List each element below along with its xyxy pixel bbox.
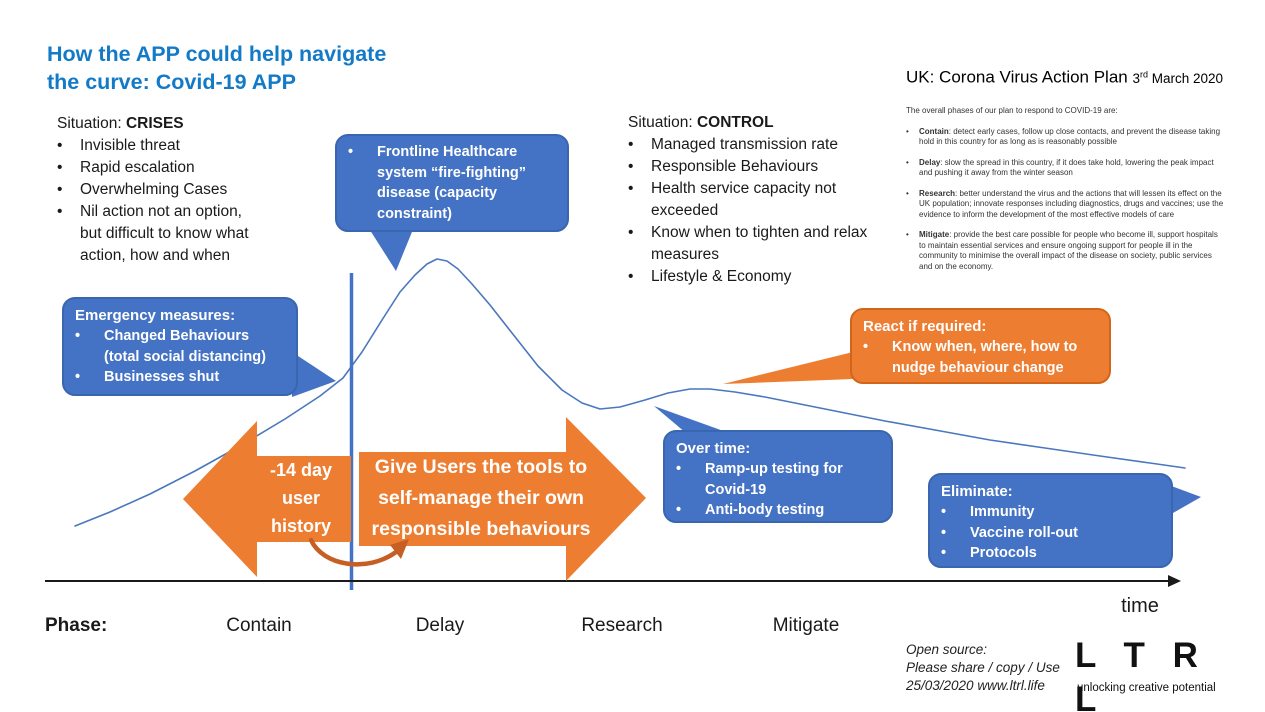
overtime-callout — [663, 430, 893, 523]
phase-row-label: Phase: — [45, 615, 108, 636]
overtime-callout-title: Over time: — [676, 440, 751, 457]
history-arrow-label: -14 day user history — [269, 460, 333, 536]
eliminate-callout-bullet: • Protocols — [941, 543, 1160, 564]
control-bullet: • Responsible Behaviours — [628, 156, 878, 178]
crises-bullet: • Overwhelming Cases — [57, 179, 257, 201]
page-title-line2: the curve: Covid-19 APP — [47, 70, 296, 94]
control-keyword: CONTROL — [696, 114, 774, 131]
situation-label: Situation: — [57, 115, 126, 132]
action-plan-heading: UK: Corona Virus Action Plan 3rd March 2020 — [906, 67, 1224, 87]
open-source-line1: Open source: — [906, 642, 988, 657]
ltrl-tagline: unlocking creative potential — [1077, 682, 1216, 694]
time-axis-arrowhead — [1168, 575, 1181, 587]
crises-keyword: CRISES — [125, 115, 184, 132]
control-bullet: • Know when to tighten and relax measures — [628, 222, 878, 266]
bullet-dot-icon — [863, 337, 892, 378]
control-bullet: • Managed transmission rate — [628, 134, 878, 156]
bullet-dot-icon — [57, 201, 80, 267]
emergency-callout-bullet: • Businesses shut — [75, 367, 285, 388]
bullet-dot-icon — [941, 523, 970, 544]
page-title — [47, 40, 467, 96]
crises-bullet: • Rapid escalation — [57, 157, 257, 179]
emergency-callout-bullet: • Changed Behaviours (total social distancing) — [75, 326, 285, 367]
action-plan-item: • Delay: slow the spread in this country, if it does take hold, lowering the peak impact and pushing it away from the winter season — [906, 158, 1226, 179]
bullet-dot-icon — [628, 266, 651, 288]
control-bullet: • Health service capacity not exceeded — [628, 178, 878, 222]
action-plan-item: • Mitigate: provide the best care possible for people who become ill, support hospitals to maintain essential services and ensure ongoing support for people ill in the community to minimise the overall impact of the disease on society, public services and on the economy. — [906, 230, 1226, 272]
overtime-callout-bullet: • Anti-body testing — [676, 500, 880, 521]
bullet-dot-icon — [628, 178, 651, 222]
time-axis-label: time — [1121, 595, 1159, 617]
action-plan-item: • Research: better understand the virus and the actions that will lessen its effect on the UK population; innovate responses including diagnostics, drugs and vaccines; use the evidence to inform the development of the most effective models of care — [906, 189, 1226, 221]
frontline-callout-tail — [368, 227, 414, 271]
eliminate-callout-bullet: • Vaccine roll-out — [941, 523, 1160, 544]
eliminate-callout-bullet: • Immunity — [941, 502, 1160, 523]
react-callout-title: React if required: — [863, 318, 987, 335]
bullet-dot-icon — [906, 158, 919, 179]
situation-crises-heading — [57, 113, 257, 135]
action-plan-list — [906, 127, 1226, 273]
bullet-dot-icon — [348, 142, 377, 224]
bullet-dot-icon — [57, 179, 80, 201]
frontline-callout-bullet: • Frontline Healthcare system “fire-fighting” disease (capacity constraint) — [348, 142, 556, 224]
situation-control-heading — [628, 112, 878, 134]
phase-label-research: Research — [581, 615, 663, 636]
control-bullet: • Lifestyle & Economy — [628, 266, 878, 288]
react-callout-tail — [723, 352, 853, 384]
page-title-line1: How the APP could help navigate — [47, 42, 387, 66]
tools-arrow-label: Give Users the tools to self-manage their own responsible behaviours — [371, 456, 591, 540]
bullet-dot-icon — [676, 500, 705, 521]
bullet-dot-icon — [941, 543, 970, 564]
overtime-callout-bullet: • Ramp-up testing for Covid-19 — [676, 459, 880, 500]
emergency-callout-title: Emergency measures: — [75, 307, 236, 324]
react-callout — [850, 308, 1111, 384]
bullet-dot-icon — [57, 157, 80, 179]
bullet-dot-icon — [628, 156, 651, 178]
bullet-dot-icon — [906, 189, 919, 221]
emergency-callout-tail — [292, 352, 336, 397]
bullet-dot-icon — [57, 135, 80, 157]
bullet-dot-icon — [75, 326, 104, 367]
bullet-dot-icon — [941, 502, 970, 523]
situation-crises-section — [57, 113, 257, 267]
open-source-note — [906, 641, 1081, 695]
action-plan-item: • Contain: detect early cases, follow up close contacts, and prevent the disease taking hold in this country for as long as is reasonably possible — [906, 127, 1226, 148]
react-callout-bullet: • Know when, where, how to nudge behaviour change — [863, 337, 1098, 378]
action-plan-panel — [906, 64, 1226, 282]
phase-label-mitigate: Mitigate — [772, 615, 840, 636]
eliminate-callout — [928, 473, 1173, 568]
emergency-callout — [62, 297, 298, 396]
crises-bullet: • Invisible threat — [57, 135, 257, 157]
phase-label-delay: Delay — [415, 615, 465, 636]
bullet-dot-icon — [628, 134, 651, 156]
eliminate-callout-title: Eliminate: — [941, 483, 1013, 500]
bullet-dot-icon — [906, 127, 919, 148]
situation-control-section — [628, 112, 878, 288]
bullet-dot-icon — [906, 230, 919, 272]
bullet-dot-icon — [75, 367, 104, 388]
ltrl-logo: L T R L — [1075, 636, 1207, 712]
action-plan-intro: The overall phases of our plan to respond to COVID-19 are: — [906, 105, 1118, 115]
situation-label: Situation: — [628, 114, 697, 131]
frontline-callout — [335, 134, 569, 232]
crises-bullet: • Nil action not an option, but difficult to know what action, how and when — [57, 201, 257, 267]
bullet-dot-icon — [628, 222, 651, 266]
phase-label-contain: Contain — [226, 615, 292, 636]
open-source-line3: 25/03/2020 www.ltrl.life — [906, 678, 1045, 693]
action-plan-date: 3rd March 2020 — [1132, 69, 1224, 86]
overtime-callout-tail — [654, 406, 729, 433]
bullet-dot-icon — [676, 459, 705, 500]
open-source-line2: Please share / copy / Use — [906, 660, 1060, 675]
